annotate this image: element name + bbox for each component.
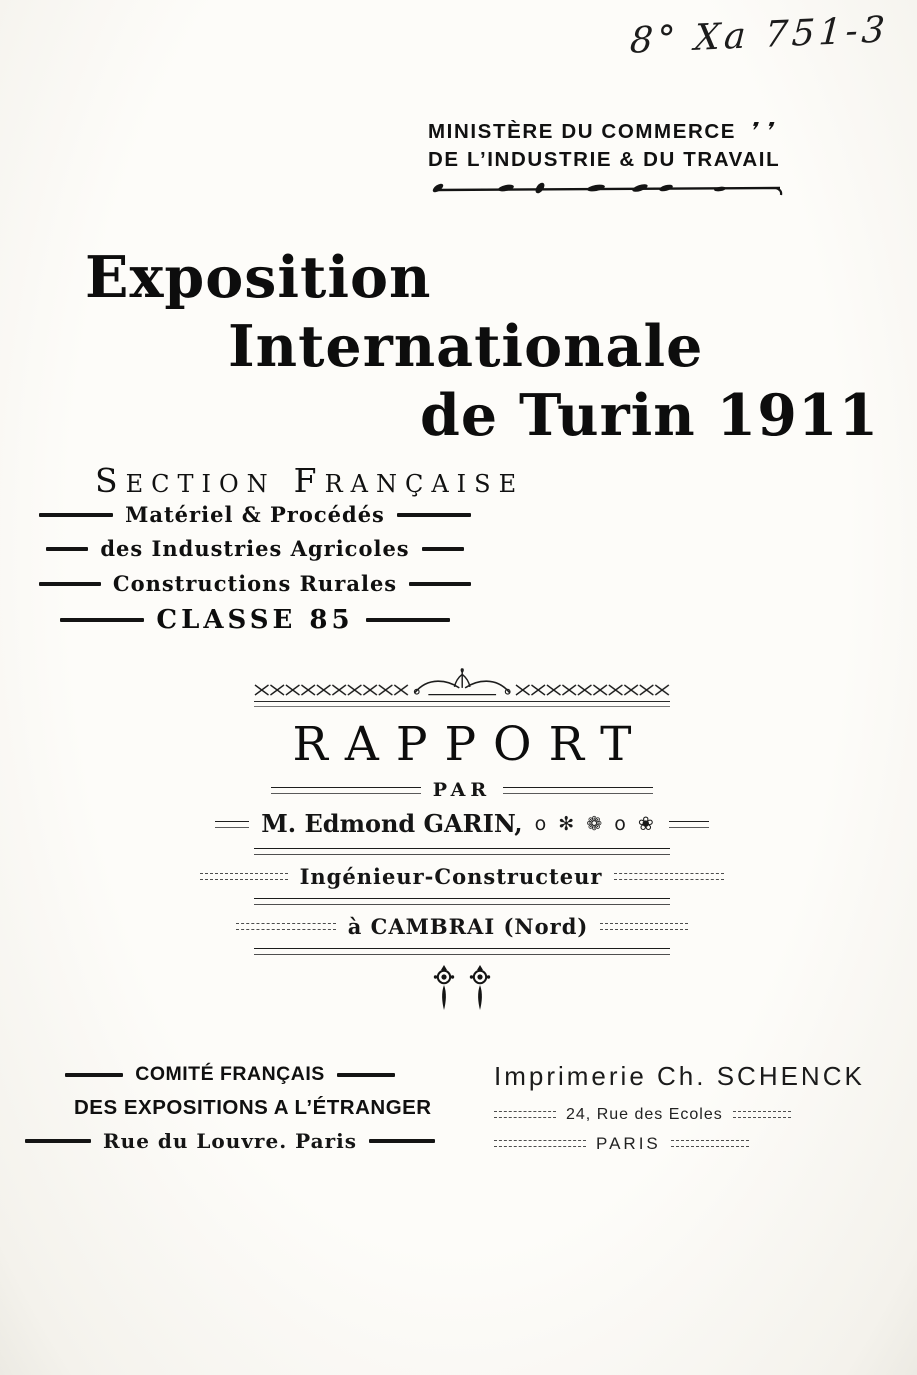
ministry-header bbox=[428, 118, 790, 199]
rule-dash bbox=[397, 513, 471, 517]
x-chain-right-icon bbox=[515, 682, 670, 698]
rule-dash bbox=[39, 513, 113, 517]
section-rest-2: RANÇAISE bbox=[324, 470, 525, 498]
report-title: RAPPORT bbox=[292, 717, 649, 772]
classe-label: CLASSE 85 bbox=[156, 604, 354, 635]
title-line-3: de Turin 1911 bbox=[420, 382, 880, 449]
dashed-double-rule bbox=[733, 1111, 791, 1118]
committee-row-3 bbox=[74, 1128, 386, 1154]
separator-rule bbox=[254, 948, 670, 955]
printer-row-3 bbox=[494, 1134, 794, 1154]
dashed-double-rule bbox=[614, 873, 724, 880]
handwritten-shelfmark: 8° Xa 751-3 bbox=[628, 9, 890, 62]
par-label: PAR bbox=[432, 779, 492, 801]
committee-row-1 bbox=[74, 1062, 386, 1087]
rule-dash bbox=[409, 582, 471, 586]
double-rule bbox=[271, 787, 421, 794]
subtitle-row-2 bbox=[74, 536, 436, 562]
ministry-line1: MINISTÈRE DU COMMERCE bbox=[428, 120, 737, 143]
tassel-icon bbox=[433, 964, 455, 1012]
printer-block bbox=[494, 1060, 865, 1164]
title-line-2: Internationale bbox=[228, 313, 704, 380]
rule-dash bbox=[366, 618, 450, 622]
double-rule bbox=[215, 821, 249, 828]
rule-dash bbox=[369, 1139, 435, 1143]
city-row bbox=[254, 914, 670, 939]
dashed-double-rule bbox=[494, 1111, 556, 1118]
rule-dash bbox=[25, 1139, 91, 1143]
committee-block bbox=[74, 1062, 432, 1162]
x-chain-left-icon bbox=[254, 682, 409, 698]
author-row bbox=[254, 810, 670, 839]
dashed-double-rule bbox=[494, 1140, 586, 1147]
report-panel bbox=[254, 666, 670, 1012]
rule-dash bbox=[65, 1073, 123, 1077]
author-name: M. Edmond GARIN, bbox=[261, 808, 523, 838]
separator-rule bbox=[254, 898, 670, 905]
rule-dash bbox=[60, 618, 144, 622]
crown-flourish-icon bbox=[409, 666, 515, 700]
double-rule bbox=[669, 821, 709, 828]
printer-address: 24, Rue des Ecoles bbox=[566, 1105, 723, 1123]
honor-decorations-icon: o ✻ ❁ o ❀ bbox=[534, 813, 657, 836]
subtitle-line-1: Matériel & Procédés bbox=[125, 502, 385, 527]
section-initial-1: S bbox=[95, 461, 126, 500]
rule-dash bbox=[39, 582, 101, 586]
title-line-1: Exposition bbox=[85, 244, 432, 311]
double-rule bbox=[503, 787, 653, 794]
ministry-line2: DE L’INDUSTRIE & DU TRAVAIL bbox=[428, 147, 781, 171]
subtitle-row-3 bbox=[74, 571, 436, 597]
rule-dash bbox=[46, 547, 88, 551]
printer-name: Imprimerie Ch. SCHENCK bbox=[494, 1061, 865, 1091]
section-initial-2: F bbox=[293, 461, 325, 500]
printer-row-2 bbox=[494, 1105, 794, 1124]
border-underline bbox=[254, 701, 670, 707]
leaf-marks-icon: ❜❜ bbox=[746, 119, 786, 145]
dashed-double-rule bbox=[236, 923, 336, 930]
tassel-icon bbox=[469, 964, 491, 1012]
section-heading bbox=[95, 461, 524, 500]
dashed-double-rule bbox=[600, 923, 688, 930]
rule-dash bbox=[422, 547, 464, 551]
committee-line-1: COMITÉ FRANÇAIS bbox=[135, 1063, 325, 1085]
dashed-double-rule bbox=[671, 1140, 749, 1147]
subtitle-line-2: des Industries Agricoles bbox=[100, 536, 410, 562]
author-city: à CAMBRAI (Nord) bbox=[347, 913, 589, 939]
main-title bbox=[85, 243, 880, 450]
section-rest-1: ECTION bbox=[125, 470, 276, 498]
vine-rule-icon bbox=[428, 179, 788, 199]
ministry-line1-row bbox=[428, 118, 790, 146]
rule-dash bbox=[337, 1073, 395, 1077]
x-chain-border bbox=[254, 666, 670, 700]
subtitle-block bbox=[74, 502, 436, 644]
committee-line-2: DES EXPOSITIONS A L’ÉTRANGER bbox=[74, 1096, 432, 1120]
role-row bbox=[254, 864, 670, 889]
subtitle-line-3: Constructions Rurales bbox=[112, 570, 398, 596]
tassel-ornaments bbox=[254, 964, 670, 1012]
subtitle-row-1 bbox=[74, 502, 436, 528]
subtitle-row-4 bbox=[74, 605, 436, 636]
separator-rule bbox=[254, 848, 670, 855]
author-role: Ingénieur-Constructeur bbox=[299, 863, 603, 889]
committee-line-3: Rue du Louvre. Paris bbox=[103, 1128, 357, 1153]
dashed-double-rule bbox=[200, 873, 288, 880]
par-row bbox=[254, 779, 670, 802]
printer-city: PARIS bbox=[596, 1133, 661, 1153]
